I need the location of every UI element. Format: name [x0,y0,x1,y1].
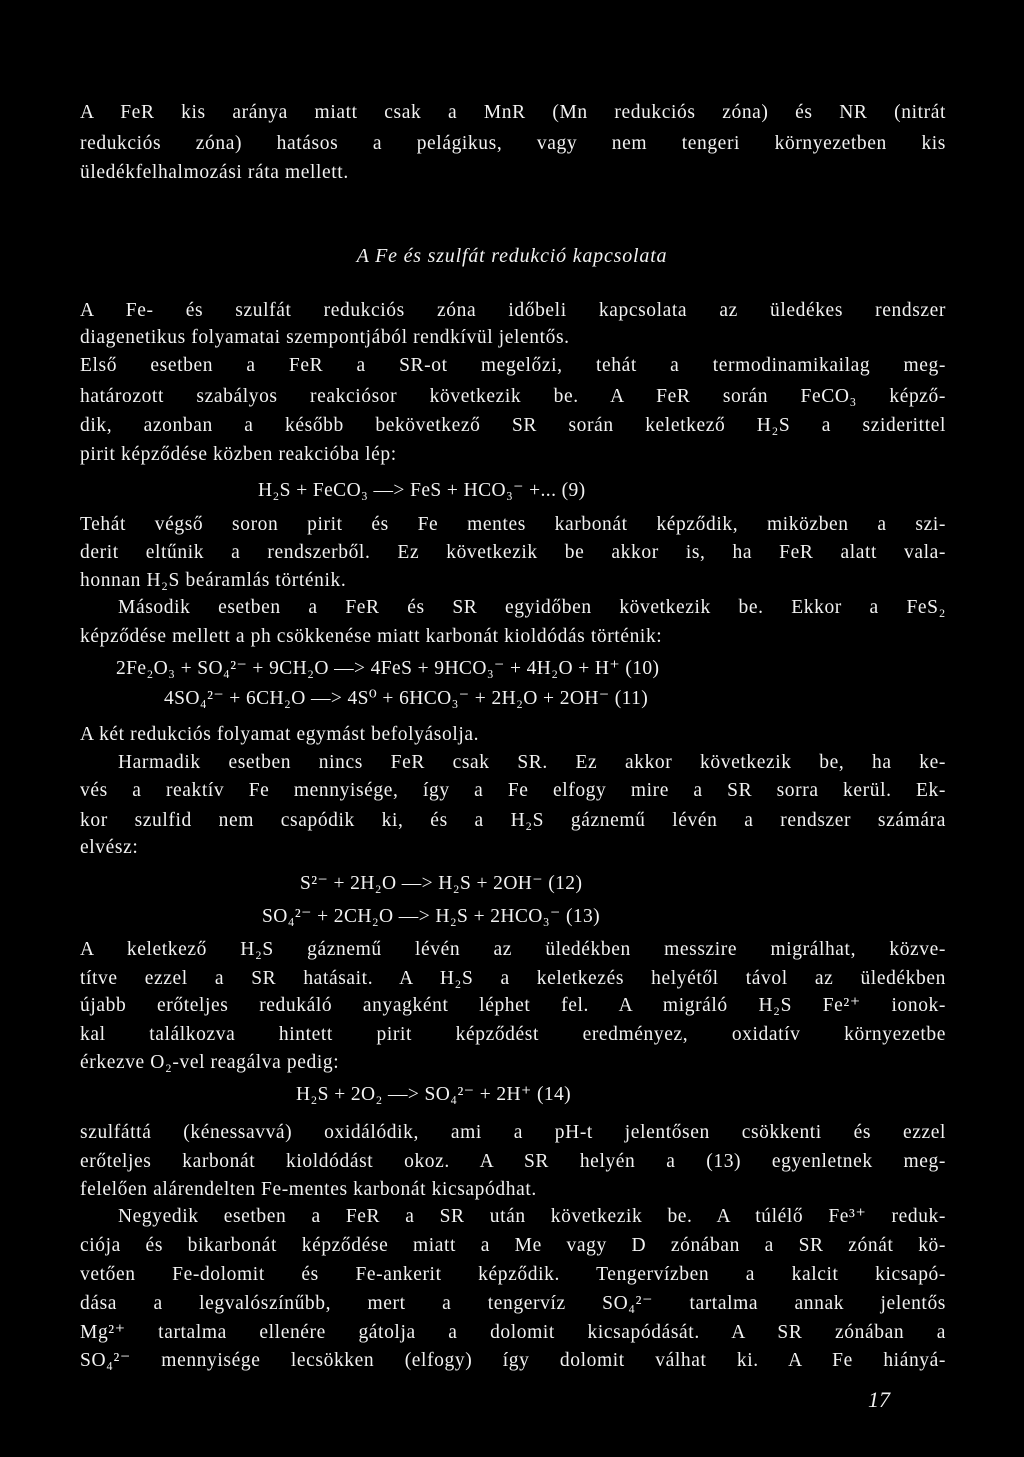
text-line: derit eltűnik a rendszerből. Ez következik be akkor is, ha FeR alatt vala- [80,542,946,563]
text-line: ciója és bikarbonát képződése miatt a Me vagy D zónában a SR zónát kö- [80,1235,946,1256]
text-line: üledékfelhalmozási ráta mellett. [80,162,349,183]
section-heading: A Fe és szulfát redukció kapcsolata [356,245,668,267]
text-line: dása a legvalószínűbb, mert a tengervíz SO₄²⁻ tartalma annak jelentős [80,1293,946,1314]
text-line: elvész: [80,837,139,858]
text-line: felelően alárendelten Fe-mentes karbonát kicsapódhat. [80,1179,537,1200]
text-line: dik, azonban a később bekövetkező SR során keletkező H₂S a sziderittel [80,415,946,436]
text-line: szulfáttá (kénessavvá) oxidálódik, ami a pH-t jelentősen csökkenti és ezzel [80,1122,946,1143]
equation-11: 4SO₄²⁻ + 6CH₂O —> 4S⁰ + 6HCO₃⁻ + 2H₂O + 2OH⁻ (11) [164,688,649,709]
text-line: képződése mellett a ph csökkenése miatt karbonát kioldódás történik: [80,626,663,647]
text-line: kal találkozva hintett pirit képződést eredményez, oxidatív környezetbe [80,1024,946,1045]
text-line: A Fe- és szulfát redukciós zóna időbeli kapcsolata az üledékes rendszer [80,300,946,321]
text-line: títve ezzel a SR hatásait. A H₂S a keletkezés helyétől távol az üledékben [80,968,946,989]
text-line: érkezve O₂-vel reagálva pedig: [80,1052,340,1073]
equation-14: H₂S + 2O₂ —> SO₄²⁻ + 2H⁺ (14) [296,1084,572,1105]
text-line: újabb erőteljes redukáló anyagként léphet fel. A migráló H₂S Fe²⁺ ionok- [80,995,946,1016]
text-line: vés a reaktív Fe mennyisége, így a Fe elfogy mire a SR sorra kerül. Ek- [80,780,946,801]
equation-9: H₂S + FeCO₃ —> FeS + HCO₃⁻ +... (9) [258,480,586,501]
text-line: Első esetben a FeR a SR-ot megelőzi, tehát a termodinamikailag meg- [80,355,946,376]
text-line: diagenetikus folyamatai szempontjából rendkívül jelentős. [80,327,570,348]
text-line: A FeR kis aránya miatt csak a MnR (Mn redukciós zóna) és NR (nitrát [80,102,946,123]
text-line: Harmadik esetben nincs FeR csak SR. Ez akkor következik be, ha ke- [118,752,946,773]
page-number: 17 [868,1387,890,1412]
text-line: Mg²⁺ tartalma ellenére gátolja a dolomit kicsapódását. A SR zónában a [80,1322,946,1343]
text-line: vetően Fe-dolomit és Fe-ankerit képződik. Tengervízben a kalcit kicsapó- [80,1264,946,1285]
text-line: A két redukciós folyamat egymást befolyásolja. [80,724,480,745]
text-line: A keletkező H₂S gáznemű lévén az üledékben messzire migrálhat, közve- [80,939,946,960]
text-line: SO₄²⁻ mennyisége lecsökken (elfogy) így dolomit válhat ki. A Fe hiányá- [80,1350,946,1371]
text-line: Második esetben a FeR és SR egyidőben következik be. Ekkor a FeS₂ [118,597,946,618]
equation-10: 2Fe₂O₃ + SO₄²⁻ + 9CH₂O —> 4FeS + 9HCO₃⁻ + 4H₂O + H⁺ (10) [116,658,660,679]
text-line: redukciós zóna) hatásos a pelágikus, vagy nem tengeri környezetben kis [80,133,946,154]
text-line: Tehát végső soron pirit és Fe mentes karbonát képződik, miközben a szi- [80,514,946,535]
text-line: kor szulfid nem csapódik ki, és a H₂S gáznemű lévén a rendszer számára [80,810,946,831]
text-line: Negyedik esetben a FeR a SR után következik be. A túlélő Fe³⁺ reduk- [118,1206,946,1227]
text-line: erőteljes karbonát kioldódást okoz. A SR helyén a (13) egyenletnek meg- [80,1151,946,1172]
text-line: honnan H₂S beáramlás történik. [80,570,347,591]
equation-13: SO₄²⁻ + 2CH₂O —> H₂S + 2HCO₃⁻ (13) [262,906,601,927]
text-line: pirit képződése közben reakcióba lép: [80,444,397,465]
equation-12: S²⁻ + 2H₂O —> H₂S + 2OH⁻ (12) [300,873,583,894]
text-line: határozott szabályos reakciósor következik be. A FeR során FeCO₃ képző- [80,386,946,407]
